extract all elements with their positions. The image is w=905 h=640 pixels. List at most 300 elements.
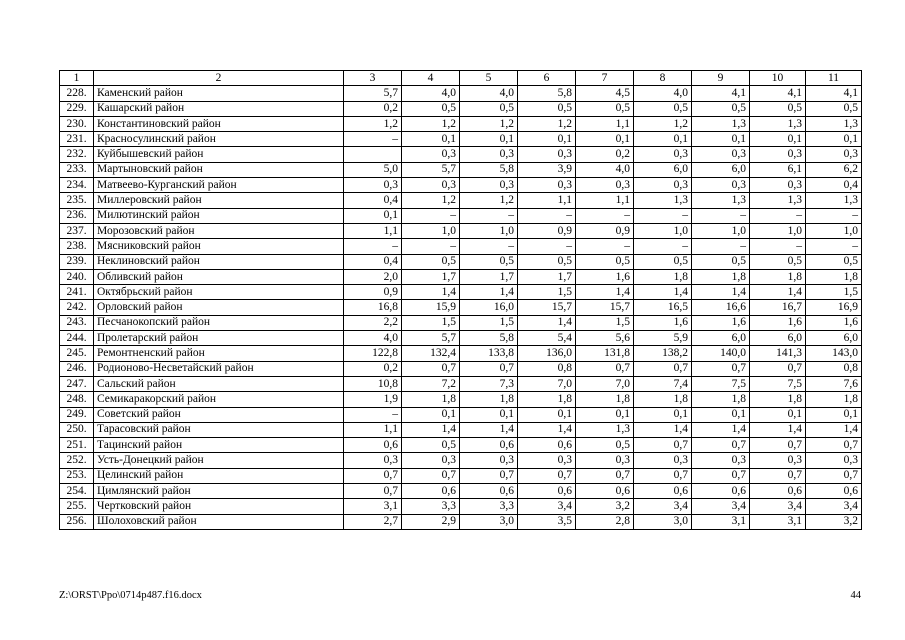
footer-file-path: Z:\ORST\Ppo\0714p487.f16.docx xyxy=(59,590,202,601)
row-number-cell: 239. xyxy=(60,254,94,269)
column-number-header: 8 xyxy=(634,71,692,86)
district-name-cell: Морозовский район xyxy=(94,223,344,238)
value-cell: 1,4 xyxy=(634,285,692,300)
value-cell: 0,1 xyxy=(460,132,518,147)
value-cell: 4,0 xyxy=(576,162,634,177)
value-cell: 0,9 xyxy=(518,223,576,238)
value-cell: 0,3 xyxy=(518,178,576,193)
value-cell: 4,0 xyxy=(344,331,402,346)
table-row xyxy=(60,499,862,514)
value-cell: 0,3 xyxy=(634,453,692,468)
table-row xyxy=(60,468,862,483)
value-cell: 1,8 xyxy=(402,392,460,407)
district-name-cell: Тарасовский район xyxy=(94,422,344,437)
value-cell: 5,8 xyxy=(460,331,518,346)
value-cell: 0,3 xyxy=(460,453,518,468)
district-name-cell: Ремонтненский район xyxy=(94,346,344,361)
value-cell: 3,0 xyxy=(460,514,518,529)
value-cell: 0,1 xyxy=(634,132,692,147)
district-name-cell: Мартыновский район xyxy=(94,162,344,177)
value-cell: 0,7 xyxy=(460,468,518,483)
table-row xyxy=(60,407,862,422)
row-number-cell: 252. xyxy=(60,453,94,468)
value-cell: 0,5 xyxy=(806,101,862,116)
value-cell: 1,5 xyxy=(806,285,862,300)
value-cell: 3,3 xyxy=(402,499,460,514)
value-cell: – xyxy=(402,208,460,223)
value-cell: 0,3 xyxy=(460,178,518,193)
value-cell: 0,6 xyxy=(806,484,862,499)
value-cell: 0,4 xyxy=(806,178,862,193)
value-cell: 1,6 xyxy=(750,315,806,330)
value-cell: 0,3 xyxy=(806,453,862,468)
value-cell: 0,4 xyxy=(344,254,402,269)
district-name-cell: Тацинский район xyxy=(94,438,344,453)
value-cell: – xyxy=(460,208,518,223)
value-cell: 15,9 xyxy=(402,300,460,315)
value-cell: 122,8 xyxy=(344,346,402,361)
value-cell: 6,1 xyxy=(750,162,806,177)
value-cell: 0,5 xyxy=(806,254,862,269)
value-cell: 141,3 xyxy=(750,346,806,361)
value-cell: 3,4 xyxy=(806,499,862,514)
district-name-cell: Константиновский район xyxy=(94,116,344,131)
value-cell: 16,8 xyxy=(344,300,402,315)
value-cell: 0,7 xyxy=(344,484,402,499)
value-cell: 0,3 xyxy=(518,453,576,468)
table-row xyxy=(60,162,862,177)
value-cell: 1,1 xyxy=(576,193,634,208)
value-cell: 1,4 xyxy=(692,422,750,437)
district-name-cell: Красносулинский район xyxy=(94,132,344,147)
value-cell: 0,5 xyxy=(518,101,576,116)
table-body xyxy=(60,71,862,530)
value-cell: 0,7 xyxy=(692,438,750,453)
table-row xyxy=(60,178,862,193)
value-cell: 4,1 xyxy=(806,86,862,101)
value-cell: 7,3 xyxy=(460,376,518,391)
value-cell: 0,3 xyxy=(750,178,806,193)
value-cell: 7,4 xyxy=(634,376,692,391)
value-cell: 0,1 xyxy=(806,132,862,147)
value-cell: 5,9 xyxy=(634,331,692,346)
district-name-cell: Обливский район xyxy=(94,269,344,284)
value-cell: 7,0 xyxy=(576,376,634,391)
district-name-cell: Цимлянский район xyxy=(94,484,344,499)
value-cell: 143,0 xyxy=(806,346,862,361)
value-cell: 1,3 xyxy=(692,193,750,208)
row-number-cell: 255. xyxy=(60,499,94,514)
value-cell: 1,4 xyxy=(518,315,576,330)
value-cell: – xyxy=(634,239,692,254)
table-row xyxy=(60,392,862,407)
value-cell: 0,1 xyxy=(460,407,518,422)
value-cell: 6,0 xyxy=(806,331,862,346)
value-cell: 1,4 xyxy=(806,422,862,437)
value-cell: 0,3 xyxy=(344,453,402,468)
district-name-cell: Миллеровский район xyxy=(94,193,344,208)
value-cell: 1,4 xyxy=(750,422,806,437)
value-cell: 0,3 xyxy=(806,147,862,162)
value-cell: 0,5 xyxy=(402,254,460,269)
value-cell: 1,3 xyxy=(750,116,806,131)
value-cell: 0,1 xyxy=(750,132,806,147)
value-cell: 4,5 xyxy=(576,86,634,101)
value-cell: 6,0 xyxy=(692,162,750,177)
column-number-header: 2 xyxy=(94,71,344,86)
value-cell: 0,3 xyxy=(750,147,806,162)
value-cell: 0,7 xyxy=(402,361,460,376)
page-number: 44 xyxy=(850,590,861,601)
value-cell: 1,2 xyxy=(634,116,692,131)
value-cell: 0,5 xyxy=(460,101,518,116)
value-cell: 0,6 xyxy=(518,438,576,453)
value-cell: – xyxy=(634,208,692,223)
district-name-cell: Пролетарский район xyxy=(94,331,344,346)
table-row xyxy=(60,285,862,300)
district-name-cell: Матвеево-Курганский район xyxy=(94,178,344,193)
column-number-header: 5 xyxy=(460,71,518,86)
value-cell: 1,2 xyxy=(518,116,576,131)
value-cell: 0,9 xyxy=(576,223,634,238)
value-cell: 5,8 xyxy=(518,86,576,101)
value-cell: 136,0 xyxy=(518,346,576,361)
row-number-cell: 253. xyxy=(60,468,94,483)
value-cell: 4,1 xyxy=(692,86,750,101)
value-cell: 3,4 xyxy=(692,499,750,514)
value-cell: 1,4 xyxy=(750,285,806,300)
value-cell: 1,5 xyxy=(402,315,460,330)
value-cell: 6,0 xyxy=(692,331,750,346)
table-row xyxy=(60,438,862,453)
row-number-cell: 250. xyxy=(60,422,94,437)
column-number-header: 4 xyxy=(402,71,460,86)
value-cell: 1,8 xyxy=(750,392,806,407)
value-cell: 0,3 xyxy=(460,147,518,162)
column-number-header: 1 xyxy=(60,71,94,86)
value-cell: 16,9 xyxy=(806,300,862,315)
value-cell: 0,1 xyxy=(402,407,460,422)
value-cell: 1,6 xyxy=(692,315,750,330)
value-cell: 1,3 xyxy=(806,193,862,208)
value-cell: 0,4 xyxy=(344,193,402,208)
value-cell: 1,8 xyxy=(750,269,806,284)
value-cell: 1,2 xyxy=(344,116,402,131)
value-cell: 5,7 xyxy=(402,331,460,346)
district-name-cell: Неклиновский район xyxy=(94,254,344,269)
value-cell: 0,7 xyxy=(750,438,806,453)
table-row xyxy=(60,132,862,147)
value-cell: – xyxy=(692,239,750,254)
value-cell: 0,1 xyxy=(806,407,862,422)
row-number-cell: 241. xyxy=(60,285,94,300)
value-cell: – xyxy=(806,239,862,254)
value-cell: 1,8 xyxy=(806,269,862,284)
value-cell: 2,9 xyxy=(402,514,460,529)
value-cell: 0,1 xyxy=(692,407,750,422)
value-cell: 1,4 xyxy=(460,422,518,437)
column-number-header: 10 xyxy=(750,71,806,86)
row-number-cell: 229. xyxy=(60,101,94,116)
value-cell: 6,2 xyxy=(806,162,862,177)
value-cell: 4,0 xyxy=(634,86,692,101)
value-cell: 5,7 xyxy=(344,86,402,101)
value-cell: – xyxy=(402,239,460,254)
table-row xyxy=(60,331,862,346)
value-cell: 2,2 xyxy=(344,315,402,330)
district-name-cell: Целинский район xyxy=(94,468,344,483)
value-cell: 0,3 xyxy=(634,147,692,162)
table-row xyxy=(60,422,862,437)
value-cell: 6,0 xyxy=(634,162,692,177)
row-number-cell: 231. xyxy=(60,132,94,147)
value-cell: 0,1 xyxy=(402,132,460,147)
value-cell: 1,2 xyxy=(402,193,460,208)
table-row xyxy=(60,453,862,468)
value-cell: 7,2 xyxy=(402,376,460,391)
value-cell: 0,6 xyxy=(518,484,576,499)
data-table xyxy=(59,70,862,530)
value-cell: – xyxy=(576,239,634,254)
table-row xyxy=(60,361,862,376)
value-cell: 0,6 xyxy=(460,484,518,499)
value-cell: 7,5 xyxy=(692,376,750,391)
value-cell: 15,7 xyxy=(576,300,634,315)
value-cell: 0,3 xyxy=(402,178,460,193)
value-cell: 1,0 xyxy=(402,223,460,238)
value-cell: 0,5 xyxy=(460,254,518,269)
value-cell: 0,6 xyxy=(460,438,518,453)
value-cell: 1,5 xyxy=(460,315,518,330)
row-number-cell: 238. xyxy=(60,239,94,254)
value-cell: 0,7 xyxy=(576,361,634,376)
row-number-cell: 247. xyxy=(60,376,94,391)
value-cell: – xyxy=(344,132,402,147)
value-cell: 0,7 xyxy=(806,468,862,483)
district-name-cell: Октябрьский район xyxy=(94,285,344,300)
table-row xyxy=(60,315,862,330)
value-cell: 0,3 xyxy=(692,178,750,193)
value-cell: 3,4 xyxy=(518,499,576,514)
table-row xyxy=(60,193,862,208)
value-cell: 5,8 xyxy=(460,162,518,177)
value-cell: 0,3 xyxy=(692,453,750,468)
value-cell: 7,6 xyxy=(806,376,862,391)
value-cell: 1,4 xyxy=(402,285,460,300)
value-cell: – xyxy=(750,239,806,254)
value-cell: 1,4 xyxy=(402,422,460,437)
value-cell: 0,6 xyxy=(344,438,402,453)
value-cell: 0,8 xyxy=(806,361,862,376)
column-number-header: 11 xyxy=(806,71,862,86)
value-cell: 7,0 xyxy=(518,376,576,391)
value-cell: 0,7 xyxy=(692,468,750,483)
value-cell: 0,3 xyxy=(634,178,692,193)
value-cell: 3,4 xyxy=(750,499,806,514)
district-name-cell: Мясниковский район xyxy=(94,239,344,254)
value-cell: 7,5 xyxy=(750,376,806,391)
value-cell: – xyxy=(576,208,634,223)
value-cell: 1,8 xyxy=(806,392,862,407)
value-cell: 5,4 xyxy=(518,331,576,346)
value-cell: 131,8 xyxy=(576,346,634,361)
value-cell: 0,1 xyxy=(576,407,634,422)
district-name-cell: Песчанокопский район xyxy=(94,315,344,330)
value-cell: 1,7 xyxy=(460,269,518,284)
value-cell: 1,5 xyxy=(518,285,576,300)
value-cell: 0,5 xyxy=(634,101,692,116)
value-cell: – xyxy=(518,239,576,254)
value-cell: 0,8 xyxy=(518,361,576,376)
row-number-cell: 236. xyxy=(60,208,94,223)
row-number-cell: 233. xyxy=(60,162,94,177)
value-cell: 0,3 xyxy=(576,178,634,193)
row-number-cell: 237. xyxy=(60,223,94,238)
value-cell: 3,9 xyxy=(518,162,576,177)
column-number-header: 6 xyxy=(518,71,576,86)
value-cell: 2,8 xyxy=(576,514,634,529)
value-cell: 1,4 xyxy=(634,422,692,437)
row-number-cell: 251. xyxy=(60,438,94,453)
value-cell: 1,0 xyxy=(750,223,806,238)
value-cell: 3,2 xyxy=(806,514,862,529)
table-header-row xyxy=(60,71,862,86)
table-row xyxy=(60,239,862,254)
value-cell: 0,5 xyxy=(402,101,460,116)
row-number-cell: 244. xyxy=(60,331,94,346)
value-cell: 132,4 xyxy=(402,346,460,361)
value-cell: 0,6 xyxy=(576,484,634,499)
value-cell: 0,2 xyxy=(344,361,402,376)
value-cell: 3,1 xyxy=(692,514,750,529)
value-cell: 1,0 xyxy=(460,223,518,238)
value-cell: 1,2 xyxy=(402,116,460,131)
value-cell xyxy=(344,147,402,162)
value-cell: 3,2 xyxy=(576,499,634,514)
value-cell: 2,7 xyxy=(344,514,402,529)
value-cell: 1,1 xyxy=(518,193,576,208)
value-cell: 1,8 xyxy=(634,269,692,284)
value-cell: 1,6 xyxy=(634,315,692,330)
value-cell: 0,7 xyxy=(344,468,402,483)
table-row xyxy=(60,208,862,223)
value-cell: 1,3 xyxy=(634,193,692,208)
value-cell: 16,0 xyxy=(460,300,518,315)
row-number-cell: 243. xyxy=(60,315,94,330)
value-cell: 1,0 xyxy=(806,223,862,238)
table-row xyxy=(60,254,862,269)
value-cell: 0,5 xyxy=(576,438,634,453)
value-cell: 0,7 xyxy=(634,361,692,376)
value-cell: 3,1 xyxy=(344,499,402,514)
value-cell: 1,3 xyxy=(692,116,750,131)
value-cell: 0,7 xyxy=(402,468,460,483)
district-name-cell: Чертковский район xyxy=(94,499,344,514)
value-cell: 1,3 xyxy=(806,116,862,131)
row-number-cell: 232. xyxy=(60,147,94,162)
value-cell: 133,8 xyxy=(460,346,518,361)
table-row xyxy=(60,484,862,499)
value-cell: 1,0 xyxy=(692,223,750,238)
row-number-cell: 246. xyxy=(60,361,94,376)
value-cell: 0,1 xyxy=(344,208,402,223)
column-number-header: 7 xyxy=(576,71,634,86)
value-cell: 1,1 xyxy=(344,223,402,238)
value-cell: 1,6 xyxy=(576,269,634,284)
value-cell: 1,4 xyxy=(518,422,576,437)
value-cell: 1,0 xyxy=(634,223,692,238)
row-number-cell: 234. xyxy=(60,178,94,193)
value-cell: 1,3 xyxy=(576,422,634,437)
value-cell: 10,8 xyxy=(344,376,402,391)
row-number-cell: 249. xyxy=(60,407,94,422)
value-cell: 1,7 xyxy=(518,269,576,284)
row-number-cell: 256. xyxy=(60,514,94,529)
value-cell: 16,7 xyxy=(750,300,806,315)
value-cell: 1,4 xyxy=(576,285,634,300)
value-cell: 1,2 xyxy=(460,116,518,131)
value-cell: 0,3 xyxy=(692,147,750,162)
value-cell: 3,4 xyxy=(634,499,692,514)
district-name-cell: Усть-Донецкий район xyxy=(94,453,344,468)
value-cell: 1,6 xyxy=(806,315,862,330)
value-cell: 0,1 xyxy=(692,132,750,147)
table-row xyxy=(60,223,862,238)
value-cell: 0,7 xyxy=(634,468,692,483)
row-number-cell: 230. xyxy=(60,116,94,131)
value-cell: 3,3 xyxy=(460,499,518,514)
row-number-cell: 235. xyxy=(60,193,94,208)
table-row xyxy=(60,376,862,391)
value-cell: 0,7 xyxy=(806,438,862,453)
district-name-cell: Милютинский район xyxy=(94,208,344,223)
value-cell: 0,5 xyxy=(692,254,750,269)
value-cell: 1,8 xyxy=(576,392,634,407)
value-cell: 1,1 xyxy=(344,422,402,437)
value-cell: 1,4 xyxy=(692,285,750,300)
value-cell: 0,6 xyxy=(402,484,460,499)
district-name-cell: Шолоховский район xyxy=(94,514,344,529)
value-cell: 0,3 xyxy=(576,453,634,468)
district-name-cell: Семикаракорский район xyxy=(94,392,344,407)
district-name-cell: Родионово-Несветайский район xyxy=(94,361,344,376)
table-row xyxy=(60,269,862,284)
value-cell: 0,3 xyxy=(402,453,460,468)
value-cell: 6,0 xyxy=(750,331,806,346)
value-cell: 16,5 xyxy=(634,300,692,315)
district-name-cell: Куйбышевский район xyxy=(94,147,344,162)
row-number-cell: 245. xyxy=(60,346,94,361)
value-cell: 0,1 xyxy=(634,407,692,422)
row-number-cell: 248. xyxy=(60,392,94,407)
row-number-cell: 228. xyxy=(60,86,94,101)
value-cell: 0,1 xyxy=(576,132,634,147)
value-cell: 4,1 xyxy=(750,86,806,101)
value-cell: 0,1 xyxy=(518,132,576,147)
value-cell: 16,6 xyxy=(692,300,750,315)
value-cell: 1,1 xyxy=(576,116,634,131)
row-number-cell: 242. xyxy=(60,300,94,315)
value-cell: 15,7 xyxy=(518,300,576,315)
value-cell: 0,7 xyxy=(692,361,750,376)
value-cell: – xyxy=(750,208,806,223)
value-cell: 140,0 xyxy=(692,346,750,361)
value-cell: 0,7 xyxy=(460,361,518,376)
row-number-cell: 240. xyxy=(60,269,94,284)
value-cell: 0,7 xyxy=(750,468,806,483)
value-cell: 1,7 xyxy=(402,269,460,284)
value-cell: 1,8 xyxy=(692,392,750,407)
